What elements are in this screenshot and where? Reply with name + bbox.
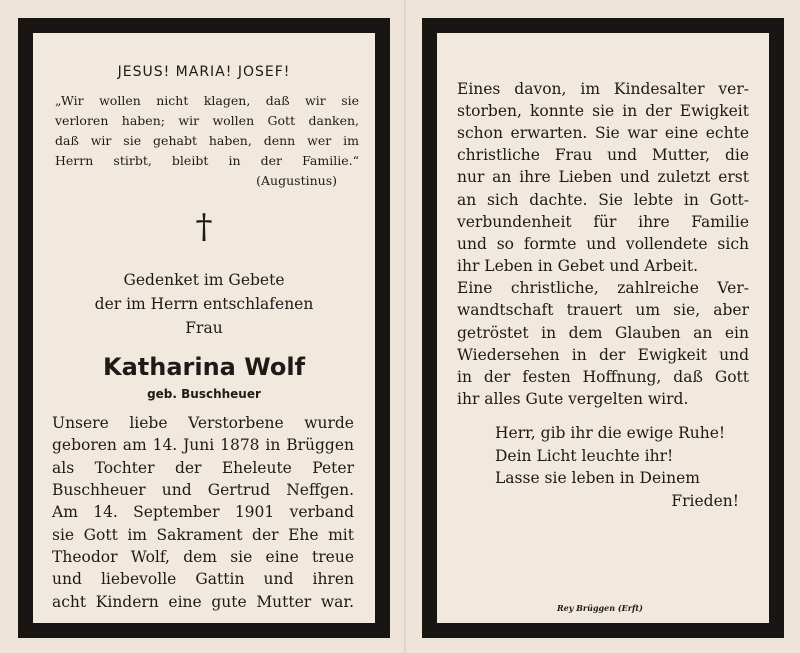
body-line: verbundenheit für ihre Familie — [457, 213, 749, 231]
body-line: getröstet in dem Glauben an ein — [457, 324, 749, 342]
body-line: als Tochter der Eheleute Peter — [52, 459, 354, 477]
body-line: an sich dachte. Sie lebte in Gott- — [457, 191, 749, 209]
prayer-line: Lasse sie leben in Deinem — [495, 469, 700, 487]
body-line: und liebevolle Gattin und ihren — [52, 570, 354, 588]
body-line: christliche Frau und Mutter, die — [457, 146, 749, 164]
intro-line: Frau — [185, 319, 223, 337]
body-line: nur an ihre Lieben und zuletzt erst — [457, 168, 749, 186]
prayer-line: Herr, gib ihr die ewige Ruhe! — [495, 424, 726, 442]
left-page — [33, 33, 375, 623]
body-line: acht Kindern eine gute Mutter war. — [52, 593, 354, 611]
body-line: schon erwarten. Sie war eine echte — [457, 124, 749, 142]
prayer-line-last: Frieden! — [671, 492, 739, 510]
body-line: Wiedersehen in der Ewigkeit und — [457, 346, 749, 364]
right-page — [437, 33, 769, 623]
quote-source: (Augustinus) — [256, 173, 337, 188]
body-line: Unsere liebe Verstorbene wurde — [52, 414, 354, 432]
printer-imprint: Rey Brüggen (Erft) — [557, 603, 643, 613]
body-line: Eines davon, im Kindesalter ver- — [457, 80, 749, 98]
deceased-name: Katharina Wolf — [102, 353, 306, 381]
body-line: wandtschaft trauert um sie, aber — [457, 301, 749, 319]
cross-icon: † — [195, 207, 213, 247]
body-line: storben, konnte sie in der Ewigkeit — [457, 102, 749, 120]
body-line: in der festen Hoffnung, daß Gott — [457, 368, 749, 386]
body-line: Eine christliche, zahlreiche Ver- — [457, 279, 749, 297]
body-line: ihr alles Gute vergelten wird. — [457, 390, 689, 408]
quote-line: daß wir sie gehabt haben, denn wer im — [55, 133, 359, 148]
body-line: Am 14. September 1901 verband — [52, 503, 354, 521]
body-line: sie Gott im Sakrament der Ehe mit — [52, 526, 354, 544]
maiden-name: geb. Buschheuer — [147, 387, 261, 401]
intro-line: der im Herrn entschlafenen — [94, 295, 314, 313]
intro-line: Gedenket im Gebete — [123, 271, 285, 289]
body-line: Theodor Wolf, dem sie eine treue — [52, 548, 354, 566]
page-header: JESUS! MARIA! JOSEF! — [117, 64, 291, 80]
body-line: geboren am 14. Juni 1878 in Brüggen — [52, 436, 354, 454]
prayer-line: Dein Licht leuchte ihr! — [495, 447, 674, 465]
fold-line — [404, 0, 406, 653]
body-line: und so formte und vollendete sich — [457, 235, 749, 253]
quote-line: Herrn stirbt, bleibt in der Familie.“ — [55, 153, 359, 168]
body-line: ihr Leben in Gebet und Arbeit. — [457, 257, 699, 275]
quote-line: „Wir wollen nicht klagen, daß wir sie — [55, 93, 359, 108]
right-page-border — [422, 18, 784, 638]
left-page-border — [18, 18, 390, 638]
quote-line: verloren haben; wir wollen Gott danken, — [55, 113, 359, 128]
body-line: Buschheuer und Gertrud Neffgen. — [52, 481, 354, 499]
